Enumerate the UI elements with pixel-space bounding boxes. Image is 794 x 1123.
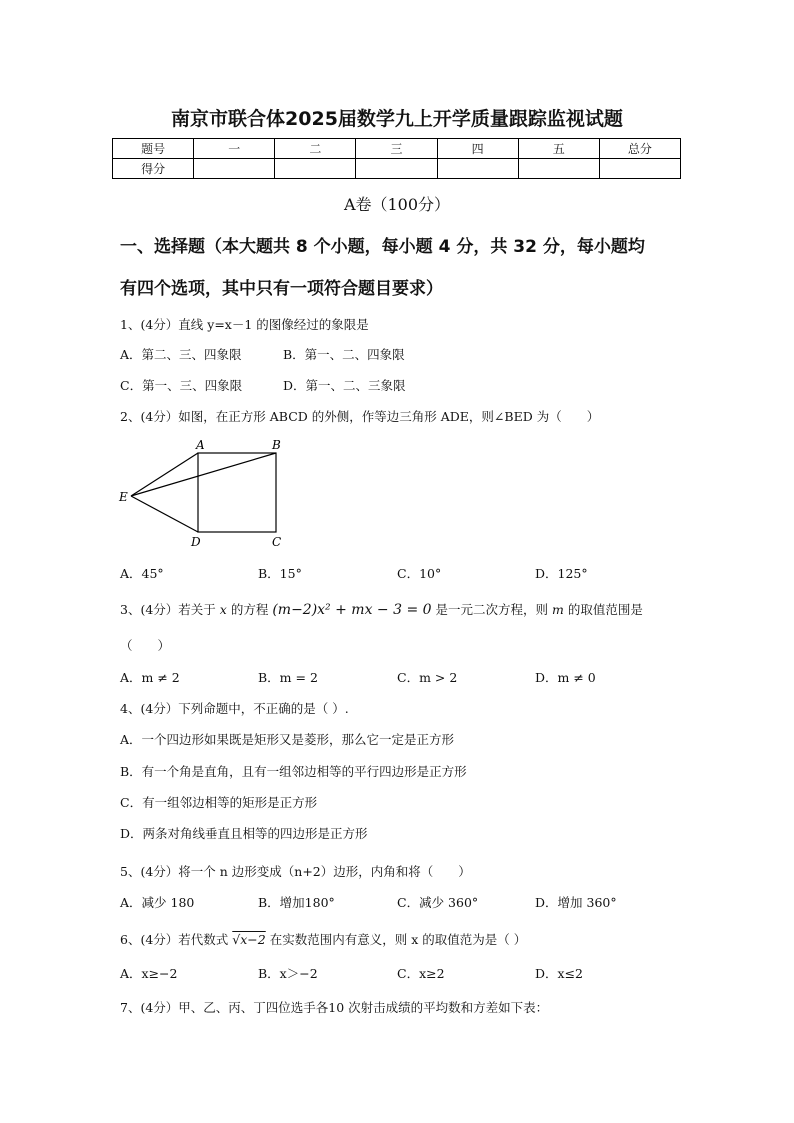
- point-label-e: E: [119, 490, 128, 504]
- q3-var-m: m: [552, 602, 564, 617]
- q4-option-a: A．一个四边形如果既是矩形又是菱形，那么它一定是正方形: [120, 732, 455, 747]
- q3-stem-mid: 的方程: [230, 602, 269, 617]
- score-header-cell: 二: [275, 139, 356, 159]
- score-header-cell: 五: [518, 139, 599, 159]
- score-cell[interactable]: [518, 159, 599, 179]
- q2-stem: 2、(4分）如图，在正方形 ABCD 的外侧，作等边三角形 ADE，则∠BED 为（ ）: [120, 409, 600, 424]
- segment-ed: [131, 496, 198, 532]
- point-label-b: B: [272, 438, 281, 452]
- q3-option-c: C．m > 2: [397, 670, 458, 685]
- q6-stem: [120, 930, 526, 948]
- q5-option-c: C．减少 360°: [397, 895, 479, 910]
- q6-option-a: A．x≥−2: [120, 966, 178, 981]
- score-cell[interactable]: [275, 159, 356, 179]
- q5-stem: 5、(4分）将一个 n 边形变成（n+2）边形，内角和将（ ）: [120, 864, 471, 879]
- q5-option-d: D．增加 360°: [535, 895, 617, 910]
- q1-option-c: C．第一、三、四象限: [120, 378, 243, 393]
- segment-eb: [131, 453, 276, 496]
- q3-stem: [120, 600, 643, 618]
- exam-title: 南京市联合体2025届数学九上开学质量跟踪监视试题: [171, 108, 623, 130]
- q3-equation: (m−2)x² + mx − 3 = 0: [272, 602, 432, 618]
- q7-stem: 7、(4分）甲、乙、丙、丁四位选手各10 次射击成绩的平均数和方差如下表：: [120, 1000, 549, 1015]
- section-a-heading: A卷（100分）: [343, 195, 451, 214]
- q3-stem-prefix: 3、(4分）若关于: [120, 602, 216, 617]
- q6-option-c: C．x≥2: [397, 966, 445, 981]
- q3-stem-suffix: 是一元二次方程，则: [435, 602, 549, 617]
- score-table: [112, 138, 681, 179]
- square-triangle-figure: [118, 436, 290, 550]
- q4-option-c: C．有一组邻边相等的矩形是正方形: [120, 795, 318, 810]
- q6-radical: √x−2: [232, 932, 266, 947]
- score-header-cell: 题号: [113, 139, 194, 159]
- q3-option-d: D．m ≠ 0: [535, 670, 596, 685]
- q4-stem: 4、(4分）下列命题中，不正确的是（ ）.: [120, 701, 349, 716]
- score-table-header-row: [113, 139, 681, 159]
- part1-heading-line1: 一、选择题（本大题共 8 个小题，每小题 4 分，共 32 分，每小题均: [120, 237, 645, 257]
- q2-option-b: B．15°: [258, 566, 302, 581]
- score-row-label: 得分: [113, 159, 194, 179]
- q1-option-d: D．第一、二、三象限: [283, 378, 406, 393]
- q3-stem-end: 的取值范围是: [567, 602, 643, 617]
- score-header-cell: 三: [356, 139, 437, 159]
- score-cell[interactable]: [599, 159, 680, 179]
- score-header-cell: 总分: [599, 139, 680, 159]
- q2-option-d: D．125°: [535, 566, 588, 581]
- q1-option-b: B．第一、二、四象限: [283, 347, 405, 362]
- score-cell[interactable]: [194, 159, 275, 179]
- point-label-d: D: [191, 535, 201, 549]
- point-label-a: A: [196, 438, 205, 452]
- q5-option-a: A．减少 180: [120, 895, 195, 910]
- q2-option-a: A．45°: [120, 566, 164, 581]
- point-label-c: C: [272, 535, 282, 549]
- q2-option-c: C．10°: [397, 566, 442, 581]
- score-cell[interactable]: [437, 159, 518, 179]
- q1-option-a: A．第二、三、四象限: [120, 347, 242, 362]
- q4-option-b: B．有一个角是直角，且有一组邻边相等的平行四边形是正方形: [120, 764, 467, 779]
- q4-option-d: D．两条对角线垂直且相等的四边形是正方形: [120, 826, 368, 841]
- score-table-score-row: [113, 159, 681, 179]
- q1-stem: 1、(4分）直线 y=x－1 的图像经过的象限是: [120, 317, 369, 332]
- q6-stem-prefix: 6、(4分）若代数式: [120, 932, 229, 947]
- segment-ea: [131, 453, 198, 496]
- score-header-cell: 四: [437, 139, 518, 159]
- q3-answer-paren: （ ）: [120, 638, 171, 653]
- q3-option-a: A．m ≠ 2: [120, 670, 180, 685]
- q3-option-b: B．m = 2: [258, 670, 318, 685]
- q3-var-x: x: [219, 602, 227, 617]
- score-cell[interactable]: [356, 159, 437, 179]
- q6-option-b: B．x＞−2: [258, 966, 318, 981]
- part1-heading-line2: 有四个选项，其中只有一项符合题目要求）: [120, 279, 443, 299]
- score-header-cell: 一: [194, 139, 275, 159]
- q6-stem-suffix: 在实数范围内有意义，则 x 的取值范为是（ ）: [269, 932, 527, 947]
- q6-option-d: D．x≤2: [535, 966, 583, 981]
- q5-option-b: B．增加180°: [258, 895, 335, 910]
